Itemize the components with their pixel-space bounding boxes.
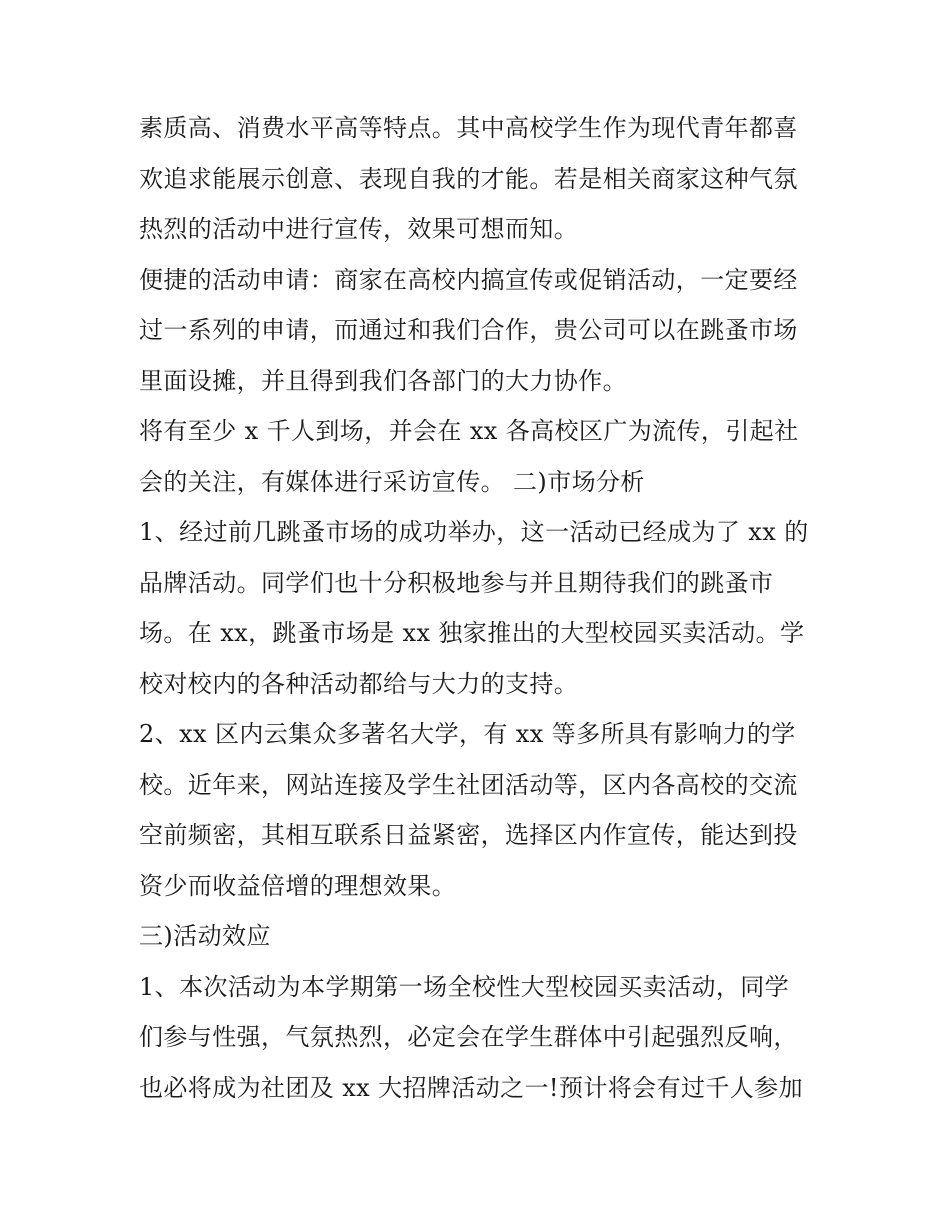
text-line: 也必将成为社团及 xx 大招牌活动之一!预计将会有过千人参加 (139, 1073, 803, 1102)
text-line: 素质高、消费水平高等特点。其中高校学生作为现代青年都喜 (139, 114, 798, 142)
text-line: 校对校内的各种活动都给与大力的支持。 (139, 669, 579, 698)
text-line: 资少而收益倍增的理想效果。 (139, 871, 457, 900)
text-line: 场。在 xx，跳蚤市场是 xx 独家推出的大型校园买卖活动。学 (139, 619, 805, 647)
text-line: 们参与性强，气氛热烈，必定会在学生群体中引起强烈反响， (139, 1023, 798, 1051)
text-line: 热烈的活动中进行宣传，效果可想而知。 (139, 215, 579, 243)
text-line: 会的关注，有媒体进行采访宣传。 二)市场分析 (139, 467, 645, 496)
text-line: 1、经过前几跳蚤市场的成功举办，这一活动已经成为了 xx 的 (139, 518, 809, 546)
text-line: 里面设摊，并且得到我们各部门的大力协作。 (139, 366, 627, 395)
text-line: 过一系列的申请，而通过和我们合作，贵公司可以在跳蚤市场 (139, 316, 798, 344)
text-line: 校。近年来，网站连接及学生社团活动等，区内各高校的交流 (139, 770, 798, 799)
text-line: 空前频密，其相互联系日益紧密，选择区内作宣传，能达到投 (139, 821, 798, 849)
text-line: 便捷的活动申请：商家在高校内搞宣传或促销活动，一定要经 (139, 265, 798, 294)
text-line: 2、xx 区内云集众多著名大学，有 xx 等多所具有影响力的学 (139, 720, 796, 748)
section-heading: 三)活动效应 (139, 922, 271, 950)
text-line: 1、本次活动为本学期第一场全校性大型校园买卖活动，同学 (139, 972, 790, 1001)
text-line: 将有至少 x 千人到场，并会在 xx 各高校区广为流传，引起社 (139, 417, 799, 445)
text-line: 欢追求能展示创意、表现自我的才能。若是相关商家这种气氛 (139, 164, 798, 193)
text-line: 品牌活动。同学们也十分积极地参与并且期待我们的跳蚤市 (139, 568, 774, 597)
document-body (139, 103, 819, 1113)
